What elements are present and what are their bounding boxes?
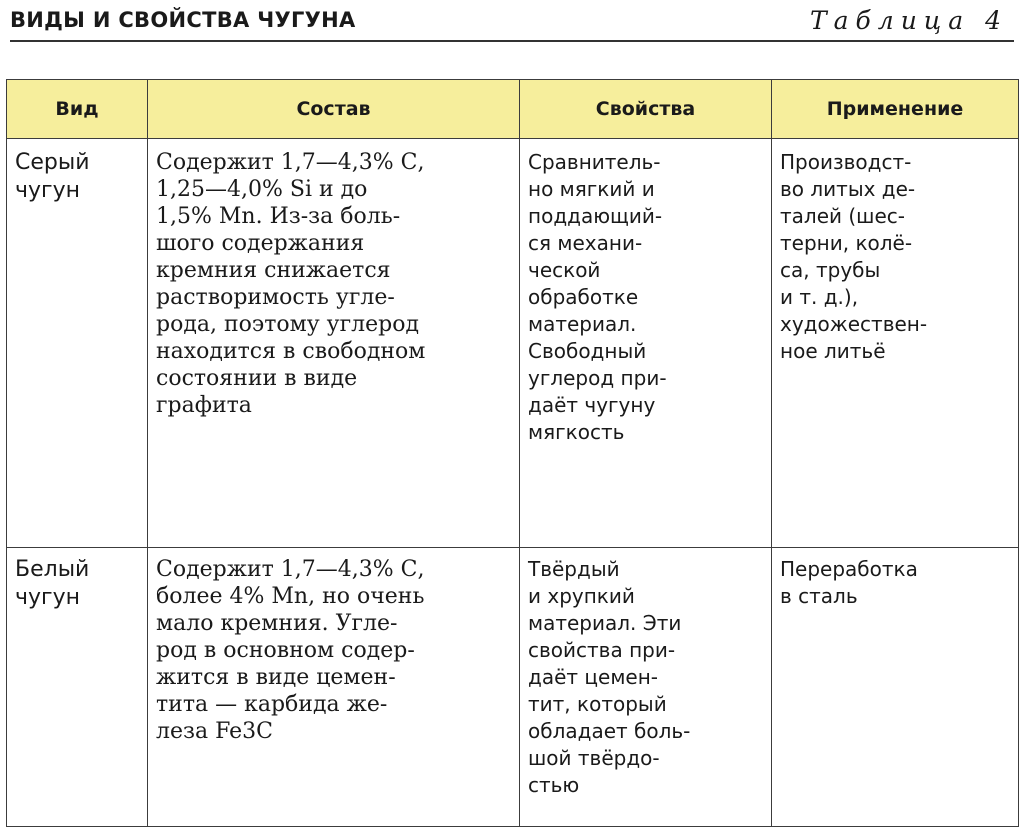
column-header-properties: Свойства xyxy=(520,80,772,139)
column-header-application: Применение xyxy=(772,80,1019,139)
cell-application: Переработка в сталь xyxy=(772,548,1019,827)
cell-properties: Сравнитель- но мягкий и поддающий- ся механи- ческой обработке материал. Свободный углерод при- даёт чугуну мягкость xyxy=(520,139,772,548)
cell-application: Производст- во литых де- талей (шес- терни, колё- са, трубы и т. д.), художествен- ное литьё xyxy=(772,139,1019,548)
table-number-label: Таблица 4 xyxy=(809,6,1008,35)
cell-properties: Твёрдый и хрупкий материал. Эти свойства при- даёт цемен- тит, который обладает боль- шой твёрдо- стью xyxy=(520,548,772,827)
table-row xyxy=(7,548,1019,827)
table-header-row xyxy=(7,80,1019,139)
column-header-composition: Состав xyxy=(148,80,520,139)
cell-kind: Серый чугун xyxy=(7,139,148,548)
cell-kind: Белый чугун xyxy=(7,548,148,827)
cast-iron-table xyxy=(6,79,1019,827)
cell-composition: Содержит 1,7—4,3% С, более 4% Mn, но очень мало кремния. Угле- род в основном содер- жится в виде цемен- тита — карбида же- леза Fe3C xyxy=(148,548,520,827)
title-divider xyxy=(10,40,1014,42)
title-bar xyxy=(10,2,1014,42)
column-header-kind: Вид xyxy=(7,80,148,139)
page-title: ВИДЫ И СВОЙСТВА ЧУГУНА xyxy=(10,8,356,32)
cell-composition: Содержит 1,7—4,3% С, 1,25—4,0% Si и до 1,5% Mn. Из-за боль- шого содержания кремния снижается растворимость угле- рода, поэтому углерод находится в свободном состоянии в виде графита xyxy=(148,139,520,548)
table-row xyxy=(7,139,1019,548)
